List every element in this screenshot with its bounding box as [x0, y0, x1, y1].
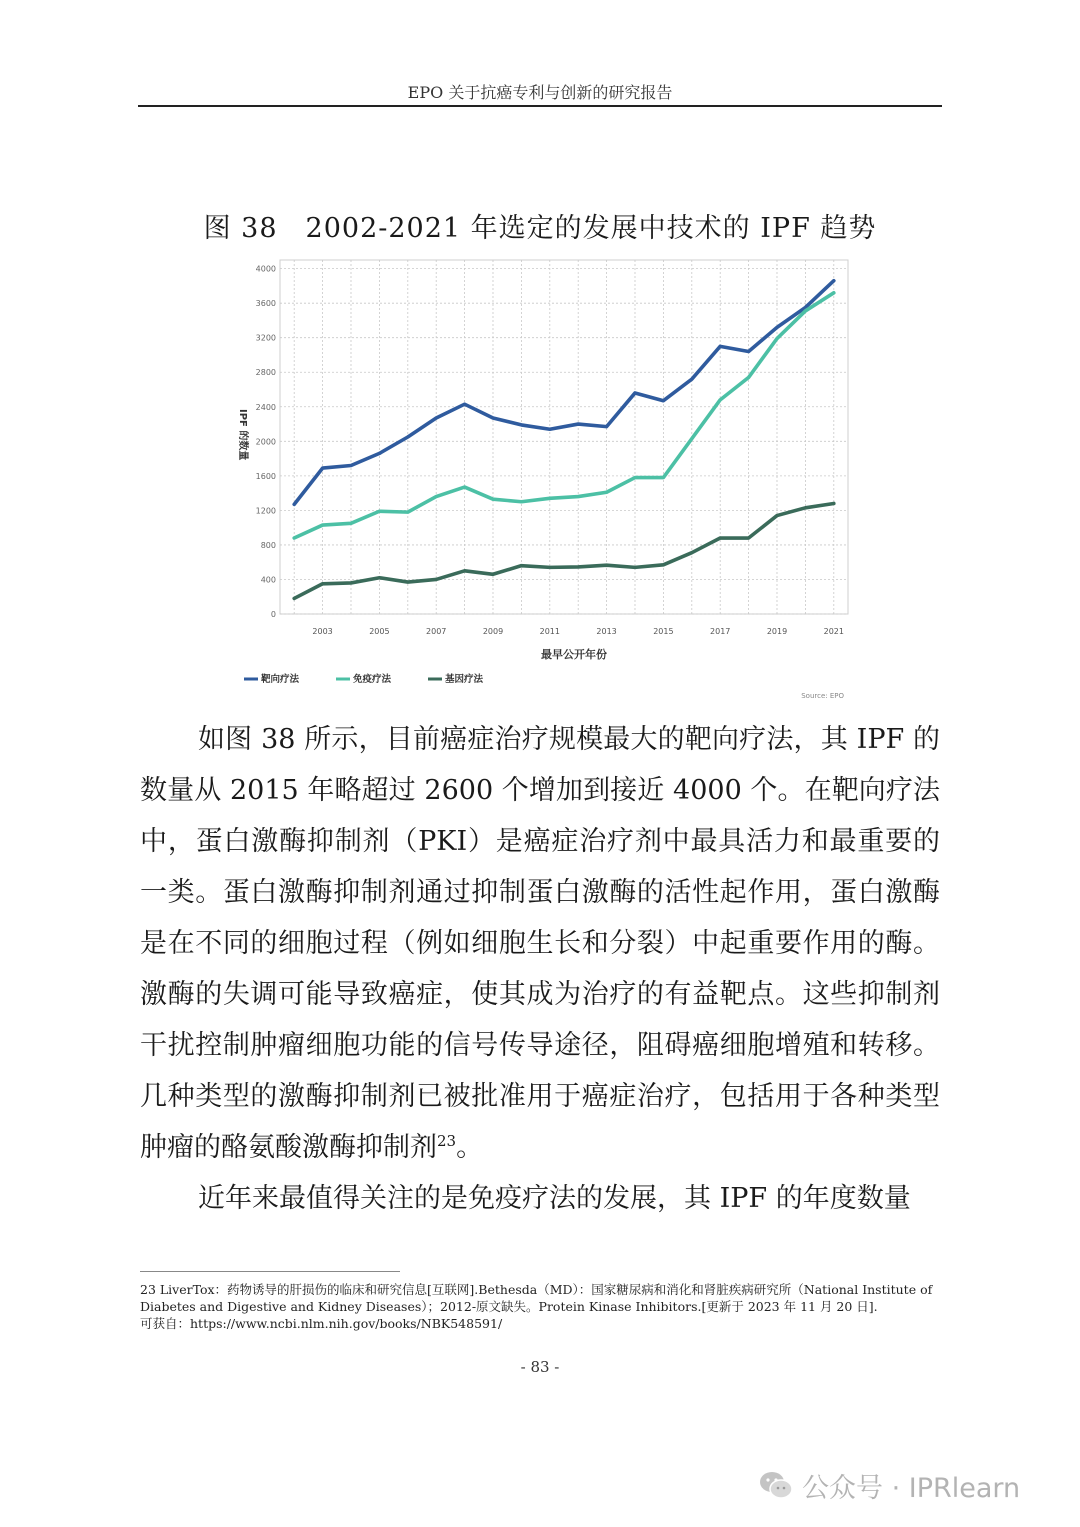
y-tick-label: 2000 — [255, 437, 276, 447]
y-tick-label: 3200 — [255, 333, 276, 343]
legend-label-3: 基因疗法 — [445, 674, 484, 685]
y-tick-label: 2400 — [255, 402, 276, 412]
x-tick-label: 2017 — [710, 627, 731, 636]
y-tick-label: 1600 — [255, 471, 276, 481]
x-tick-label: 2011 — [539, 627, 560, 636]
x-tick-label: 2003 — [312, 627, 333, 636]
paragraph-2: 近年来最值得关注的是免疫疗法的发展，其 IPF 的年度数量 — [198, 1183, 911, 1214]
page-number: - 83 - — [520, 1358, 560, 1376]
chart-svg — [232, 252, 852, 704]
y-tick-label: 2800 — [255, 368, 276, 378]
figure-caption: 图 38 2002-2021 年选定的发展中技术的 IPF 趋势 — [203, 213, 877, 244]
x-tick-label: 2019 — [766, 627, 788, 636]
footnote-line-1: 23 LiverTox：药物诱导的肝损伤的临床和研究信息[互联网].Bethesda（MD）：国家糖尿病和消化和肾脏疾病研究所（National Institute of Diabetes and Digestive and Kidney Diseases）；2012-原文缺失。Protein Kinase Inhibitors.[更新于 2023 年 11 月 20 日]. — [140, 1282, 933, 1314]
body-text — [140, 714, 940, 1224]
y-tick-label: 1200 — [255, 506, 276, 516]
y-axis-label: IPF 的数量 — [237, 409, 248, 461]
legend-label-2: 免疫疗法 — [353, 674, 392, 685]
footnote-rule — [140, 1271, 400, 1272]
chart-source: Source: EPO — [801, 692, 844, 700]
wechat-icon — [758, 1467, 794, 1503]
ipf-trend-chart — [232, 252, 852, 704]
footnote — [140, 1281, 943, 1332]
paragraph-1 — [140, 714, 940, 1173]
legend-label-1: 靶向疗法 — [261, 674, 300, 685]
y-tick-label: 4000 — [255, 264, 276, 274]
y-tick-label: 800 — [260, 540, 276, 550]
y-tick-label: 400 — [260, 575, 276, 585]
paragraph-1-end: 。 — [456, 1132, 484, 1163]
footnote-line-2: 可获自：https://www.ncbi.nlm.nih.gov/books/NBK548591/ — [140, 1316, 503, 1331]
plot-area — [280, 260, 848, 614]
watermark — [758, 1463, 1058, 1507]
x-tick-label: 2013 — [596, 627, 617, 636]
watermark-text: 公众号 · IPRlearn — [802, 1472, 1021, 1504]
x-tick-label: 2021 — [823, 627, 844, 636]
x-tick-label: 2009 — [482, 627, 504, 636]
x-tick-label: 2007 — [426, 627, 447, 636]
x-tick-label: 2005 — [369, 627, 390, 636]
x-axis-label: 最早公开年份 — [541, 648, 607, 661]
y-tick-label: 0 — [270, 610, 276, 619]
header-title: EPO 关于抗癌专利与创新的研究报告 — [407, 83, 673, 102]
paragraph-1-text: 如图 38 所示，目前癌症治疗规模最大的靶向疗法，其 IPF 的数量从 2015 年略超过 2600 个增加到接近 4000 个。在靶向疗法中，蛋白激酶抑制剂（PKI）是癌症治疗剂中最具活力和最重要的一类。蛋白激酶抑制剂通过抑制蛋白激酶的活性起作用，蛋白激酶是在不同的细胞过程（例如细胞生长和分裂）中起重要作用的酶。激酶的失调可能导致癌症，使其成为治疗的有益靶点。这些抑制剂干扰控制肿瘤细胞功能的信号传导途径，阻碍癌细胞增殖和转移。几种类型的激酶抑制剂已被批准用于癌症治疗，包括用于各种类型肿瘤的酪氨酸激酶抑制剂 — [140, 724, 940, 1163]
x-tick-label: 2015 — [653, 627, 674, 636]
footnote-ref[interactable]: 23 — [437, 1132, 457, 1150]
header-rule — [138, 105, 942, 107]
y-tick-label: 3600 — [255, 299, 276, 309]
